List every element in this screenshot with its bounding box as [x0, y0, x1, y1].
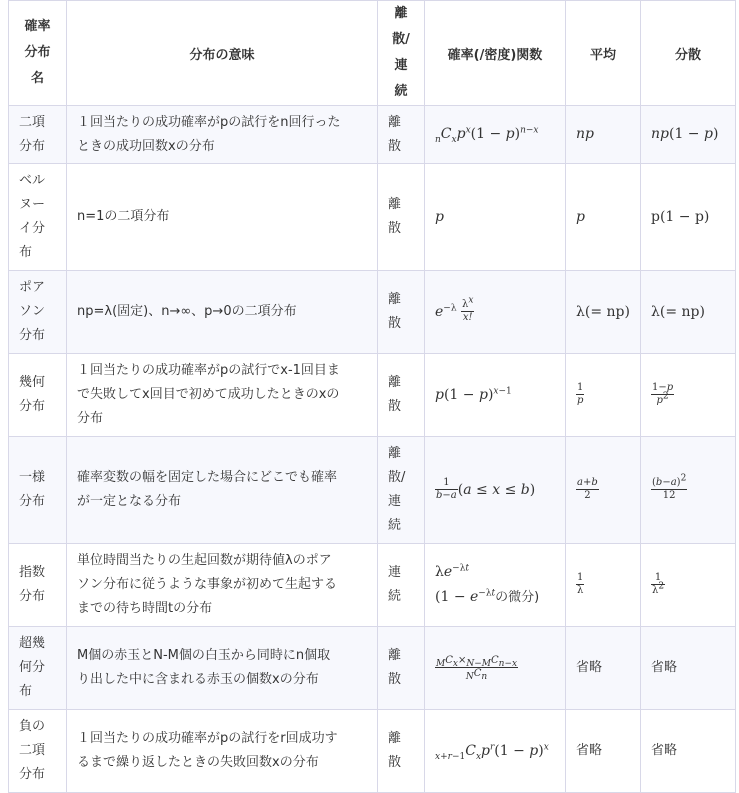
dist-meaning: １回当たりの成功確率がpの試行でx-1回目ま で失敗してx回目で初めて成功したときのxの 分布: [67, 354, 378, 437]
dist-function: $_{x+r-1}C_xp^r(1 - p)^x$: [425, 710, 566, 793]
dist-name: ベル ヌー イ分 布: [9, 164, 67, 271]
dist-type: 離 散: [378, 271, 425, 354]
dist-function: $p(1 - p)^{x-1}$: [425, 354, 566, 437]
header-name: 確率 分布 名: [9, 1, 67, 106]
dist-variance: 省略: [641, 710, 736, 793]
dist-meaning: 確率変数の幅を固定した場合にどこでも確率 が一定となる分布: [67, 437, 378, 544]
header-type: 離 散/ 連 続: [378, 1, 425, 106]
dist-meaning: 単位時間当たりの生起回数が期待値λのポア ソン分布に従うような事象が初めて生起する までの待ち時間tの分布: [67, 544, 378, 627]
dist-mean: $\frac{a+b}{2}$: [566, 437, 641, 544]
dist-type: 連 続: [378, 544, 425, 627]
distribution-table: [8, 0, 736, 793]
header-mean: 平均: [566, 1, 641, 106]
dist-meaning: M個の赤玉とN-M個の白玉から同時にn個取 り出した中に含まれる赤玉の個数xの分布: [67, 627, 378, 710]
dist-variance: 省略: [641, 627, 736, 710]
dist-type: 離 散/連 続: [378, 437, 425, 544]
dist-mean: 省略: [566, 627, 641, 710]
dist-meaning: n=1の二項分布: [67, 164, 378, 271]
dist-meaning: １回当たりの成功確率がpの試行をn回行った ときの成功回数xの分布: [67, 106, 378, 164]
dist-type: 離 散: [378, 106, 425, 164]
dist-name: 指数 分布: [9, 544, 67, 627]
dist-variance: $\frac{1}{\lambda^2}$: [641, 544, 736, 627]
dist-mean: 省略: [566, 710, 641, 793]
dist-name: 幾何 分布: [9, 354, 67, 437]
table-row: [9, 627, 736, 710]
dist-name: 二項 分布: [9, 106, 67, 164]
dist-name: 超幾 何分 布: [9, 627, 67, 710]
dist-name: 一様 分布: [9, 437, 67, 544]
dist-mean: p: [566, 164, 641, 271]
table-row: [9, 437, 736, 544]
dist-name: ポア ソン 分布: [9, 271, 67, 354]
dist-function: $\frac{_MC_x\times_{N-M}C_{n-x}}{_NC_n}$: [425, 627, 566, 710]
dist-variance: np(1 − p): [641, 106, 736, 164]
dist-type: 離 散: [378, 710, 425, 793]
dist-variance: $\frac{(b-a)^2}{12}$: [641, 437, 736, 544]
table-row: [9, 544, 736, 627]
dist-meaning: np=λ(固定)、n→∞、p→0の二項分布: [67, 271, 378, 354]
header-meaning: 分布の意味: [67, 1, 378, 106]
dist-type: 離 散: [378, 627, 425, 710]
dist-meaning: １回当たりの成功確率がpの試行をr回成功す るまで繰り返したときの失敗回数xの分布: [67, 710, 378, 793]
dist-function: p: [425, 164, 566, 271]
dist-type: 離 散: [378, 354, 425, 437]
dist-mean: $\frac{1}{p}$: [566, 354, 641, 437]
dist-variance: λ(= np): [641, 271, 736, 354]
dist-variance: $\frac{1-p}{p^2}$: [641, 354, 736, 437]
dist-function: $\lambda e^{-\lambda t}$ ($1 - e^{-\lambda t}$の微分): [425, 544, 566, 627]
dist-mean: $\frac{1}{\lambda}$: [566, 544, 641, 627]
dist-type: 離 散: [378, 164, 425, 271]
dist-function: $\frac{1}{b-a}$ (a ≤ x ≤ b): [425, 437, 566, 544]
dist-name: 負の 二項 分布: [9, 710, 67, 793]
dist-function: $e^{-\lambda}$ $\frac{\lambda^x}{x!}$: [425, 271, 566, 354]
dist-variance: p(1 − p): [641, 164, 736, 271]
header-variance: 分散: [641, 1, 736, 106]
table-row: [9, 164, 736, 271]
dist-mean: np: [566, 106, 641, 164]
dist-function: $_nC_xp^x(1 - p)^{n-x}$: [425, 106, 566, 164]
dist-mean: λ(= np): [566, 271, 641, 354]
table-row: [9, 354, 736, 437]
header-row: [9, 1, 736, 106]
table-row: [9, 271, 736, 354]
table-row: [9, 106, 736, 164]
header-function: 確率(/密度)関数: [425, 1, 566, 106]
table-row: [9, 710, 736, 793]
